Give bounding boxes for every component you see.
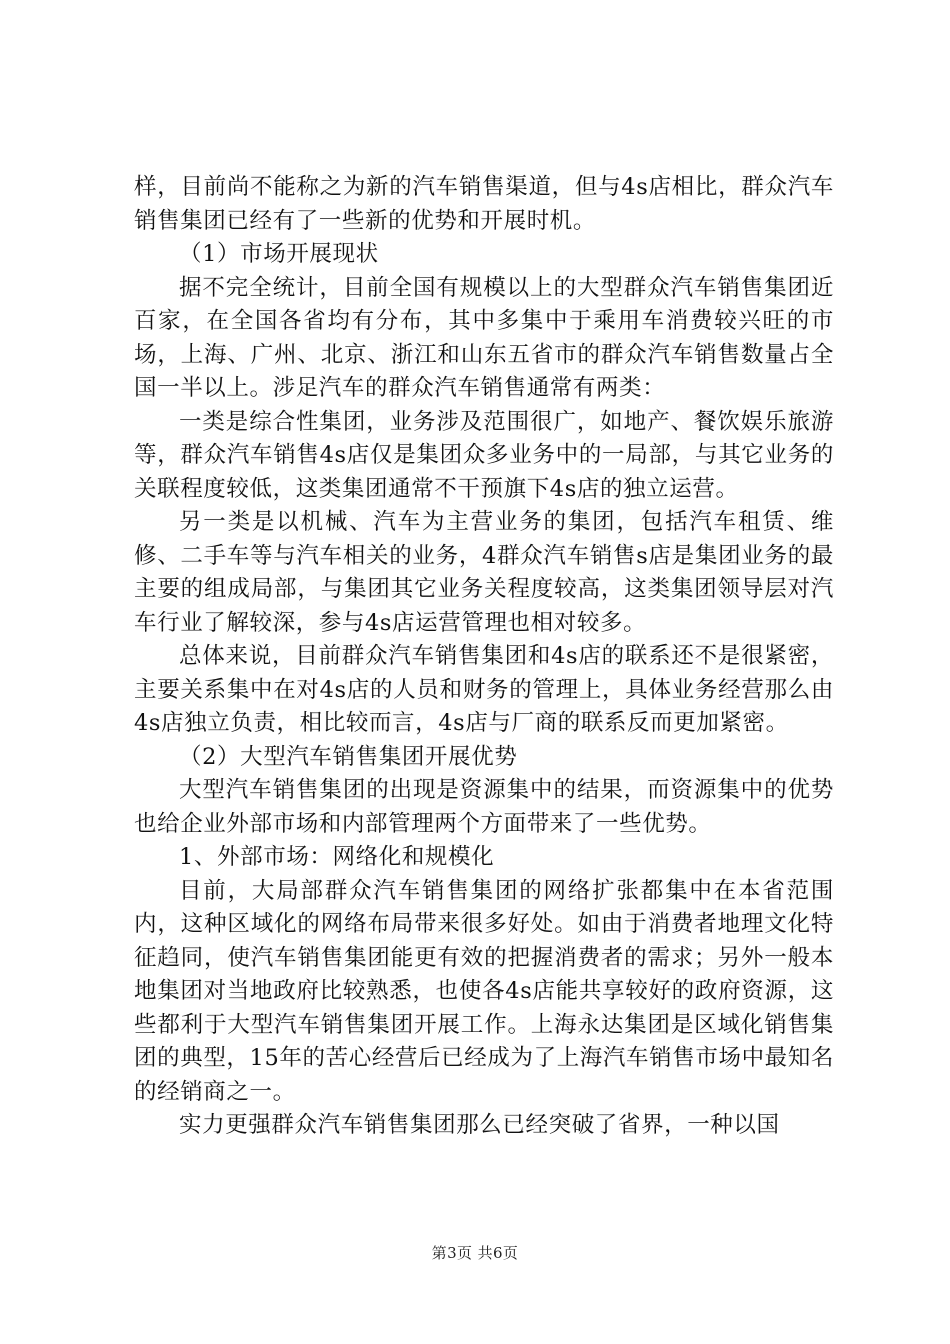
paragraph-summary: 总体来说，目前群众汽车销售集团和4s店的联系还不是很紧密，主要关系集中在对4s店的人员和财务的管理上，具体业务经营那么由4s店独立负责，相比较而言，4s店与厂商的联系反而更加紧密。 <box>134 643 834 736</box>
paragraph-type-one: 一类是综合性集团，业务涉及范围很广，如地产、餐饮娱乐旅游等，群众汽车销售4s店仅是集团众多业务中的一局部，与其它业务的关联程度较低，这类集团通常不干预旗下4s店的独立运营。 <box>134 408 834 502</box>
document-body <box>134 171 834 1143</box>
paragraph-regional-network: 目前，大局部群众汽车销售集团的网络扩张都集中在本省范围内，这种区域化的网络布局带来很多好处。如由于消费者地理文化特征趋同，使汽车销售集团能更有效的把握消费者的需求；另外一般本地集团对当地政府比较熟悉，也使各4s店能共享较好的政府资源，这些都利于大型汽车销售集团开展工作。上海永达集团是区域化销售集团的典型，15年的苦心经营后已经成为了上海汽车销售市场中最知名的经销商之一。 <box>134 877 834 1105</box>
page-footer <box>0 1243 950 1263</box>
subsection-heading-external-market: 1、外部市场：网络化和规模化 <box>179 844 495 870</box>
paragraph-statistics: 据不完全统计，目前全国有规模以上的大型群众汽车销售集团近百家，在全国各省均有分布，其中多集中于乘用车消费较兴旺的市场，上海、广州、北京、浙江和山东五省市的群众汽车销售数量占全国一半以上。涉足汽车的群众汽车销售通常有两类： <box>134 274 834 401</box>
page-number-label: 第3页 共6页 <box>431 1244 519 1262</box>
section-heading-market-status: （1）市场开展现状 <box>179 241 379 267</box>
paragraph-resource-concentration: 大型汽车销售集团的出现是资源集中的结果，而资源集中的优势也给企业外部市场和内部管理两个方面带来了一些优势。 <box>134 777 834 837</box>
paragraph-cross-province: 实力更强群众汽车销售集团那么已经突破了省界，一种以国 <box>179 1112 780 1138</box>
section-heading-advantages: （2）大型汽车销售集团开展优势 <box>179 743 518 770</box>
paragraph-type-two: 另一类是以机械、汽车为主营业务的集团，包括汽车租赁、维修、二手车等与汽车相关的业务，4群众汽车销售s店是集团业务的最主要的组成局部，与集团其它业务关程度较高，这类集团领导层对汽车行业了解较深，参与4s店运营管理也相对较多。 <box>134 509 834 636</box>
paragraph-continuation: 样，目前尚不能称之为新的汽车销售渠道，但与4s店相比，群众汽车销售集团已经有了一些新的优势和开展时机。 <box>134 174 834 234</box>
